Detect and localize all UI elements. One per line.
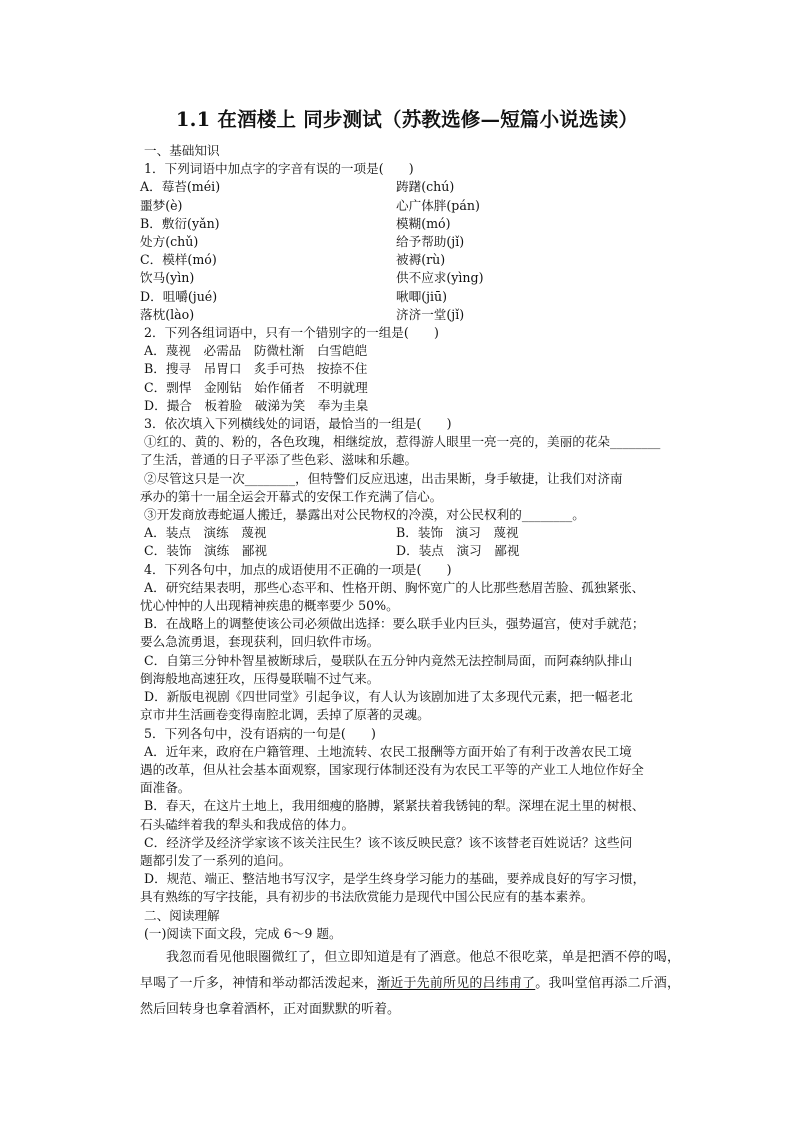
- question-3-sentence-1: ①红的、黄的、粉的，各色玫瑰，相继绽放，惹得游人眼里一亮一亮的，美丽的花朵________: [144, 434, 661, 450]
- question-5-option-d: D．规范、端正、整洁地书写汉字，是学生终身学习能力的基础，要养成良好的写字习惯，: [144, 871, 646, 887]
- question-4-option-b: B．在战略上的调整使该公司必须做出选择：要么联手业内巨头，强势逼宫，使对手就范；: [144, 616, 645, 632]
- question-4-option-a: A．研究结果表明，那些心态平和、性格开朗、胸怀宽广的人比那些愁眉苦脸、孤独紧张、: [144, 579, 645, 595]
- question-4-option-d: D．新版电视剧《四世同堂》引起争议，有人认为该剧加进了太多现代元素，把一幅老北: [144, 689, 633, 705]
- question-2-option-d: D．撮合 板着脸 破涕为笑 奉为圭臬: [144, 397, 369, 413]
- underlined-sentence: 渐近于先前所见的吕纬甫了: [377, 975, 536, 991]
- question-3-sentence-1-cont: 了生活，普通的日子平添了些色彩、滋味和乐趣。: [140, 452, 418, 468]
- question-5-option-a-cont: 遇的改革，但从社会基本面观察，国家现行体制还没有为农民工平等的产业工人地位作好全: [140, 761, 644, 777]
- option-row: 饮马(yìn) 供不应求(yìng): [140, 270, 484, 286]
- document-page: [140, 104, 680, 1023]
- question-3-sentence-2-cont: 承办的第十一届全运会开幕式的安保工作充满了信心。: [140, 488, 443, 504]
- option-row: B．敷衍(yǎn) 模糊(mó): [140, 215, 451, 231]
- option-row: C．模样(mó) 被褥(rù): [140, 252, 446, 268]
- question-1-stem: 1．下列词语中加点字的字音有误的一项是( ): [144, 161, 414, 177]
- question-4-option-b-cont: 要么急流勇退，套现获利，回归软件市场。: [140, 634, 380, 650]
- question-4-option-c-cont: 倒海般地高速狂攻，压得曼联喘不过气来。: [140, 670, 380, 686]
- question-5-option-a: A．近年来，政府在户籍管理、土地流转、农民工报酬等方面开始了有利于改善农民工境: [144, 743, 632, 759]
- option-row: D．咀嚼(jué) 啾唧(jiū): [140, 288, 448, 304]
- option-row: A．莓苔(méi) 踌躇(chú): [140, 179, 455, 195]
- question-5-stem: 5．下列各句中，没有语病的一句是( ): [144, 725, 376, 741]
- question-2-stem: 2．下列各组词语中，只有一个错别字的一组是( ): [144, 325, 439, 341]
- page-title: 1.1 在酒楼上 同步测试（苏教选修—短篇小说选读）: [175, 108, 639, 131]
- reading-passage: 我忽而看见他眼圈微红了，但立即知道是有了酒意。他总不很吃菜，单是把酒不停的喝，早喝了一斤多，神情和举动都活泼起来，渐近于先前所见的吕纬甫了。我叫堂倌再添二斤酒，然后回转身也拿着酒杯，正对面默默的听着。: [140, 949, 680, 1017]
- option-row: C．装饰 演练 鄙视 D．装点 演习 鄙视: [144, 543, 520, 559]
- question-4-option-a-cont: 忧心忡忡的人出现精神疾患的概率要少 50%。: [140, 598, 399, 614]
- question-2-option-b: B．搜寻 吊胃口 炙手可热 按捺不住: [144, 361, 368, 377]
- question-4-stem: 4．下列各句中，加点的成语使用不正确的一项是( ): [144, 561, 452, 577]
- section-heading-basics: 一、基础知识: [144, 143, 220, 158]
- question-5-option-d-cont: 具有熟练的写字技能，具有初步的书法欣赏能力是现代中国公民应有的基本素养。: [140, 889, 594, 905]
- question-5-option-b: B．春天，在这片土地上，我用细瘦的胳膊，紧紧扶着我锈钝的犁。深埋在泥土里的树根、: [144, 798, 645, 814]
- section-heading-reading: 二、阅读理解: [144, 907, 220, 923]
- question-5-option-c: C．经济学及经济学家该不该关注民生？该不该反映民意？该不该替老百姓说话？这些问: [144, 834, 633, 850]
- question-4-option-d-cont: 京市井生活画卷变得南腔北调，丢掉了原著的灵魂。: [140, 707, 430, 723]
- option-row: 处方(chǔ) 给予帮助(jǐ): [140, 234, 465, 250]
- question-4-option-c: C．自第三分钟朴智星被断球后，曼联队在五分钟内竟然无法控制局面，而阿森纳队排山: [144, 652, 633, 668]
- question-2-option-a: A．蔑视 必需品 防微杜渐 白雪皑皑: [144, 343, 368, 359]
- question-3-sentence-2: ②尽管这只是一次________，但特警们反应迅速，出击果断，身手敏捷，让我们对济南: [144, 470, 623, 486]
- question-3-stem: 3．依次填入下列横线处的词语，最恰当的一组是( ): [144, 416, 452, 432]
- question-5-option-b-cont: 石头磕绊着我的犁头和我成倍的体力。: [140, 816, 355, 832]
- option-row: 噩梦(è) 心广体胖(pán): [140, 197, 480, 213]
- reading-intro: (一)阅读下面文段，完成 6～9 题。: [144, 925, 342, 941]
- option-row: A．装点 演练 蔑视 B．装饰 演习 蔑视: [144, 525, 519, 541]
- question-5-option-a-cont2: 面准备。: [140, 780, 191, 796]
- question-3-sentence-3: ③开发商放毒蛇逼人搬迁，暴露出对公民物权的冷漠，对公民权利的________。: [144, 507, 585, 523]
- question-2-option-c: C．剽悍 金刚钻 始作俑者 不明就理: [144, 379, 368, 395]
- option-row: 落枕(lào) 济济一堂(jǐ): [140, 306, 465, 322]
- question-5-option-c-cont: 题都引发了一系列的追问。: [140, 852, 292, 868]
- question-1-options: [140, 178, 680, 324]
